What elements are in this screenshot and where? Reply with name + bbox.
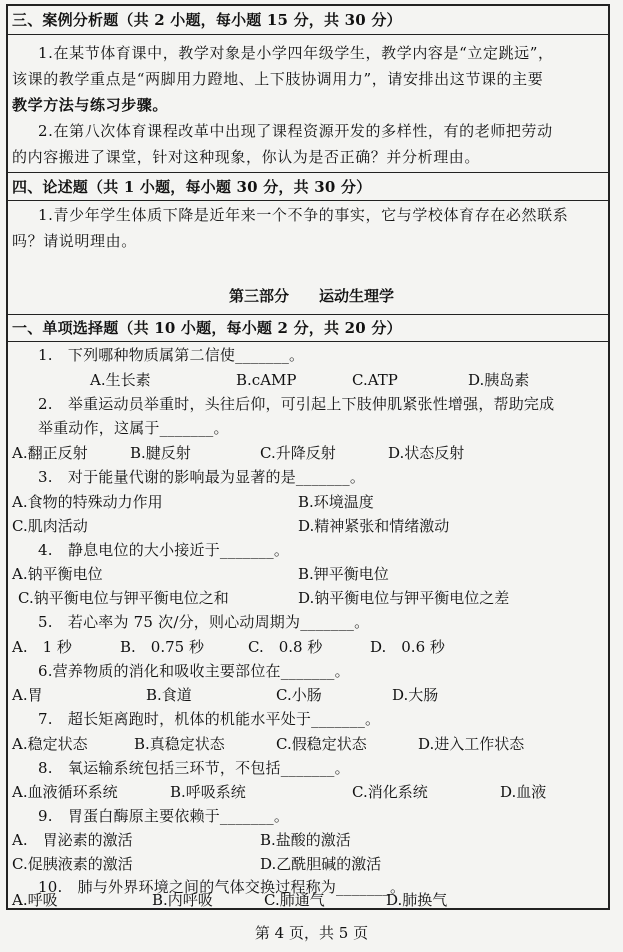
option-b: B.内呼吸 xyxy=(152,891,213,909)
option-c: C.肌肉活动 xyxy=(12,517,88,535)
question-stem: 9. 胃蛋白酶原主要依赖于_______。 xyxy=(38,807,290,825)
option-a: A.胃 xyxy=(12,686,43,704)
question-stem-continued: 举重动作，这属于_______。 xyxy=(38,419,229,437)
option-a: A. 胃泌素的激活 xyxy=(12,831,133,849)
option-a: A.食物的特殊动力作用 xyxy=(12,493,163,511)
section3-heading xyxy=(12,10,402,30)
question-stem: 4. 静息电位的大小接近于_______。 xyxy=(38,541,290,559)
question-stem: 5. 若心率为 75 次/分，则心动周期为_______。 xyxy=(38,613,370,631)
section3-q1-line2: 该课的教学重点是“两脚用力蹬地、上下肢协调用力”，请安排出这节课的主要 xyxy=(12,70,544,88)
option-a: A. 1 秒 xyxy=(12,638,72,656)
question-stem: 3. 对于能量代谢的影响最为显著的是_______。 xyxy=(38,468,366,486)
option-a: A.钠平衡电位 xyxy=(12,565,103,583)
option-b: B.呼吸系统 xyxy=(170,783,246,801)
question-stem: 6.营养物质的消化和吸收主要部位在_______。 xyxy=(38,662,350,680)
section4-heading xyxy=(12,177,371,197)
option-c: C.ATP xyxy=(352,371,398,389)
section3-q2-line1: 2.在第八次体育课程改革中出现了课程资源开发的多样性，有的老师把劳动 xyxy=(38,122,553,140)
option-b: B.钾平衡电位 xyxy=(298,565,389,583)
divider xyxy=(6,200,610,201)
section3-q2-line2: 的内容搬进了课堂，针对这种现象，你认为是否正确？并分析理由。 xyxy=(12,148,481,166)
question-stem: 10. 肺与外界环境之间的气体交换过程称为_______。 xyxy=(38,878,406,896)
option-c: C.假稳定状态 xyxy=(276,735,367,753)
option-a: A.翻正反射 xyxy=(12,444,88,462)
option-c: C.钠平衡电位与钾平衡电位之和 xyxy=(18,589,229,607)
option-d: D.大肠 xyxy=(392,686,439,704)
option-c: C.升降反射 xyxy=(260,444,336,462)
option-d: D.血液 xyxy=(500,783,547,801)
divider xyxy=(6,34,610,35)
divider xyxy=(6,172,610,173)
section3-heading-text: 三、案例分析题（共 2 小题，每小题 15 分，共 30 分） xyxy=(12,11,402,29)
option-d: D. 0.6 秒 xyxy=(370,638,445,656)
page-number: 第 4 页，共 5 页 xyxy=(254,924,369,942)
option-d: D.钠平衡电位与钾平衡电位之差 xyxy=(298,589,510,607)
option-d: D.胰岛素 xyxy=(468,371,530,389)
option-d: D.精神紧张和情绪激动 xyxy=(298,517,450,535)
mcq-heading xyxy=(12,318,402,338)
option-b: B.真稳定状态 xyxy=(134,735,225,753)
option-d: D.乙酰胆碱的激活 xyxy=(260,855,382,873)
question-stem: 8. 氧运输系统包括三环节，不包括_______。 xyxy=(38,759,350,777)
option-b: B.盐酸的激活 xyxy=(260,831,351,849)
mcq-heading-text: 一、单项选择题（共 10 小题，每小题 2 分，共 20 分） xyxy=(12,319,402,337)
question-stem: 1. 下列哪种物质属第二信使_______。 xyxy=(38,346,305,364)
option-a: A.血液循环系统 xyxy=(12,783,118,801)
question-stem: 7. 超长矩离跑时，机体的机能水平处于_______。 xyxy=(38,710,381,728)
section3-q1-line3: 教学方法与练习步骤。 xyxy=(12,96,169,114)
option-a: A.生长素 xyxy=(90,371,151,389)
option-c: C. 0.8 秒 xyxy=(248,638,323,656)
section4-heading-text: 四、论述题（共 1 小题，每小题 30 分，共 30 分） xyxy=(12,178,372,196)
option-c: C.肺通气 xyxy=(264,891,325,909)
option-b: B.食道 xyxy=(146,686,192,704)
section3-q1-line1: 1.在某节体育课中，教学对象是小学四年级学生，教学内容是“立定跳远”， xyxy=(38,44,554,62)
option-d: D.状态反射 xyxy=(388,444,465,462)
divider xyxy=(6,341,610,342)
option-d: D.进入工作状态 xyxy=(418,735,525,753)
option-d: D.肺换气 xyxy=(386,891,448,909)
option-b: B.环境温度 xyxy=(298,493,374,511)
option-c: C.小肠 xyxy=(276,686,322,704)
part3-title: 第三部分 运动生理学 xyxy=(228,287,394,305)
option-a: A.稳定状态 xyxy=(12,735,88,753)
divider xyxy=(6,314,610,315)
option-c: C.消化系统 xyxy=(352,783,428,801)
option-a: A.呼吸 xyxy=(12,891,58,909)
section4-q1-line2: 吗？请说明理由。 xyxy=(12,232,137,250)
option-b: B.腱反射 xyxy=(130,444,191,462)
option-c: C.促胰液素的激活 xyxy=(12,855,133,873)
section4-q1-line1: 1.青少年学生体质下降是近年来一个不争的事实，它与学校体育存在必然联系 xyxy=(38,206,569,224)
option-b: B. 0.75 秒 xyxy=(120,638,204,656)
option-b: B.cAMP xyxy=(236,371,297,389)
question-stem: 2. 举重运动员举重时，头往后仰，可引起上下肢伸肌紧张性增强，帮助完成 xyxy=(38,395,555,413)
